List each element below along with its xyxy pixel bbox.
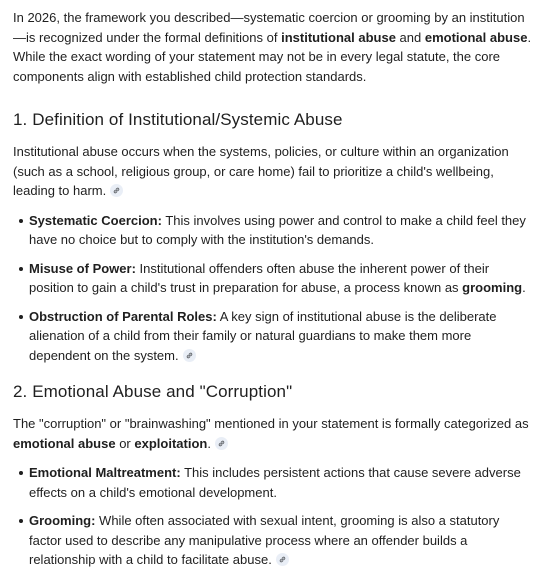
- citation-link-icon[interactable]: [215, 437, 228, 450]
- section2-bold-emotional-abuse: emotional abuse: [13, 435, 116, 451]
- citation-link-icon[interactable]: [276, 553, 289, 566]
- list-item: [29, 511, 533, 570]
- section2-text: .: [207, 435, 211, 451]
- intro-text: . While the exact wording of your statement may not be in every legal statute, the core components align with established child protection standards.: [13, 29, 532, 84]
- bullet-term: Misuse of Power:: [29, 260, 136, 276]
- bullet-bold-grooming: grooming: [462, 280, 523, 295]
- list-item: [29, 211, 533, 250]
- bullet-term: Systematic Coercion:: [29, 212, 162, 228]
- list-item: [29, 463, 533, 502]
- section1-text: Institutional abuse occurs when the systems, policies, or culture within an organization (such as a school, religious group, or care home) fail to prioritize a child's wellbeing, leading to harm.: [13, 144, 509, 198]
- intro-text: and: [395, 29, 425, 45]
- bullet-text: This involves using power and control to make a child feel they have no choice but to comply with the institution's demands.: [29, 212, 526, 247]
- citation-link-icon[interactable]: [183, 349, 196, 362]
- intro-bold-emotional-abuse: emotional abuse: [424, 29, 528, 45]
- section2-heading: 2. Emotional Abuse and "Corruption": [13, 382, 293, 401]
- section1-list: [13, 211, 533, 366]
- section2-list: [13, 463, 533, 570]
- bullet-end: .: [522, 280, 526, 295]
- citation-link-icon[interactable]: [110, 184, 123, 197]
- bullet-term: Grooming:: [29, 513, 96, 528]
- section2-text: or: [115, 435, 135, 451]
- section1-paragraph: [13, 142, 533, 201]
- section2-text: The "corruption" or "brainwashing" mentioned in your statement is formally categorized as: [13, 416, 529, 431]
- intro-bold-institutional-abuse: institutional abuse: [281, 29, 396, 45]
- section2-paragraph: [13, 414, 533, 453]
- bullet-term: Obstruction of Parental Roles:: [29, 308, 217, 324]
- bullet-text: Institutional offenders often abuse the inherent power of their position to gain a child's trust in preparation for abuse, a process known as: [29, 260, 490, 295]
- section2-bold-exploitation: exploitation: [134, 435, 208, 451]
- bullet-term: Emotional Maltreatment:: [29, 465, 181, 480]
- bullet-text: While often associated with sexual intent, grooming is also a statutory factor used to describe any manipulative process where an offender builds a relationship with a child to facilitate abuse.: [29, 513, 500, 567]
- list-item: [29, 307, 533, 366]
- intro-text: In 2026, the framework you described—systematic coercion or grooming by an institution—is recognized under the formal definitions of: [13, 10, 525, 45]
- intro-paragraph: [13, 8, 533, 86]
- bullet-text: This includes persistent actions that cause severe adverse effects on a child's emotional development.: [29, 465, 521, 500]
- list-item: [29, 259, 533, 298]
- bullet-text: A key sign of institutional abuse is the deliberate alienation of a child from their family or natural guardians to make them more dependent on the system.: [29, 308, 497, 363]
- section1-heading: 1. Definition of Institutional/Systemic Abuse: [13, 110, 343, 129]
